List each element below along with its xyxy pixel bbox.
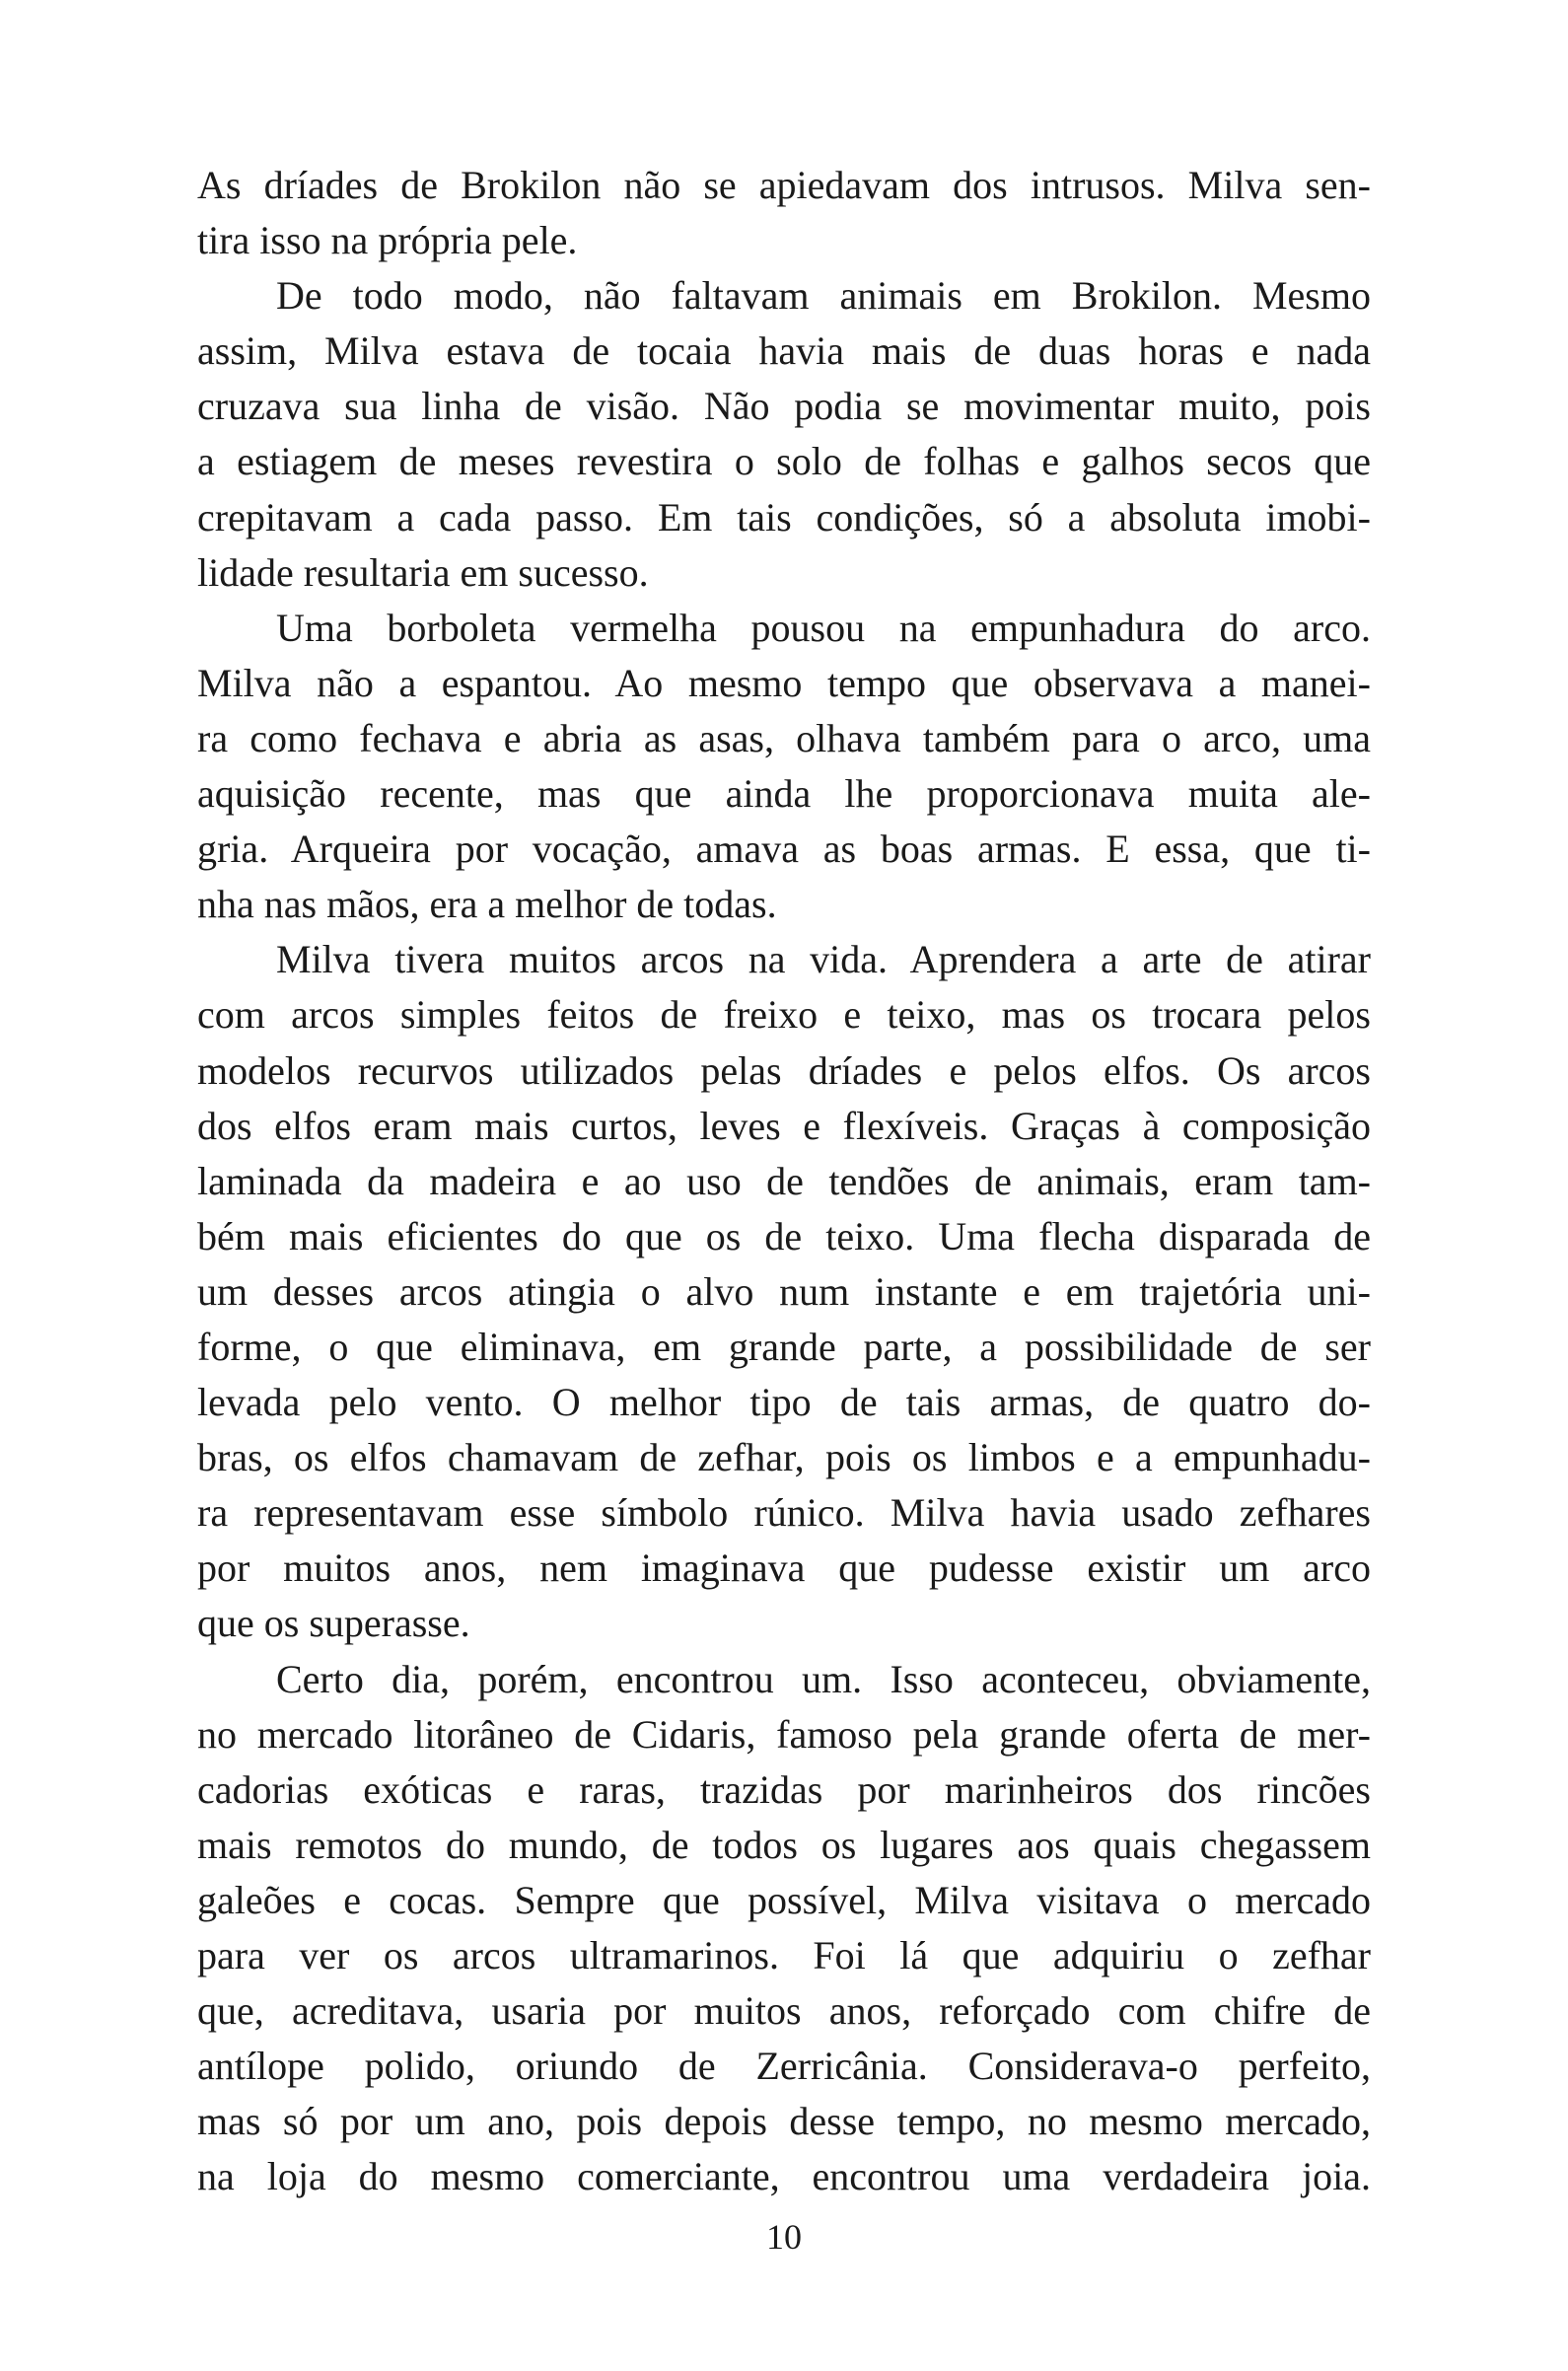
text-line: bém mais eficientes do que os de teixo. Uma flecha disparada de: [197, 1213, 1371, 1258]
text-line: Milva não a espantou. Ao mesmo tempo que observava a manei-: [197, 660, 1371, 705]
text-line: um desses arcos atingia o alvo num instante e em trajetória uni-: [197, 1268, 1371, 1314]
text-line: forme, o que eliminava, em grande parte, a possibilidade de ser: [197, 1324, 1371, 1369]
text-line: a estiagem de meses revestira o solo de folhas e galhos secos que: [197, 439, 1371, 484]
text-line: galeões e cocas. Sempre que possível, Milva visitava o mercado: [197, 1877, 1371, 1922]
text-line: modelos recurvos utilizados pelas dríades e pelos elfos. Os arcos: [197, 1047, 1371, 1093]
text-line: crepitavam a cada passo. Em tais condições, só a absoluta imobi-: [197, 494, 1371, 539]
text-line: De todo modo, não faltavam animais em Brokilon. Mesmo: [276, 273, 1371, 319]
text-line: gria. Arqueira por vocação, amava as boas armas. E essa, que ti-: [197, 826, 1371, 872]
text-line: mas só por um ano, pois depois desse tempo, no mesmo mercado,: [197, 2099, 1371, 2144]
text-line: ra como fechava e abria as asas, olhava também para o arco, uma: [197, 715, 1371, 760]
text-line: Uma borboleta vermelha pousou na empunhadura do arco.: [276, 605, 1371, 650]
text-line: lidade resultaria em sucesso.: [197, 549, 649, 595]
text-line: mais remotos do mundo, de todos os lugares aos quais chegassem: [197, 1822, 1371, 1867]
text-line: que, acreditava, usaria por muitos anos, reforçado com chifre de: [197, 1988, 1371, 2034]
page-number: 10: [766, 2217, 802, 2257]
text-line: cadorias exóticas e raras, trazidas por marinheiros dos rincões: [197, 1766, 1371, 1812]
text-line: levada pelo vento. O melhor tipo de tais armas, de quatro do-: [197, 1380, 1371, 1425]
text-line: Milva tivera muitos arcos na vida. Aprendera a arte de atirar: [276, 937, 1371, 982]
text-line: Certo dia, porém, encontrou um. Isso aconteceu, obviamente,: [276, 1656, 1371, 1701]
text-line: para ver os arcos ultramarinos. Foi lá que adquiriu o zefhar: [197, 1933, 1371, 1977]
text-line: nha nas mãos, era a melhor de todas.: [197, 882, 777, 927]
body-text: [197, 158, 1371, 2204]
text-line: no mercado litorâneo de Cidaris, famoso pela grande oferta de mer-: [197, 1711, 1371, 1757]
text-line: que os superasse.: [197, 1601, 470, 1646]
text-line: As dríades de Brokilon não se apiedavam dos intrusos. Milva sen-: [197, 163, 1371, 207]
text-line: dos elfos eram mais curtos, leves e flexíveis. Graças à composição: [197, 1103, 1371, 1148]
text-line: laminada da madeira e ao uso de tendões de animais, eram tam-: [197, 1158, 1371, 1203]
text-line: tira isso na própria pele.: [197, 218, 578, 263]
text-line: com arcos simples feitos de freixo e teixo, mas os trocara pelos: [197, 992, 1371, 1038]
text-line: por muitos anos, nem imaginava que pudesse existir um arco: [197, 1545, 1371, 1591]
text-line: assim, Milva estava de tocaia havia mais de duas horas e nada: [197, 328, 1371, 374]
text-line: cruzava sua linha de visão. Não podia se movimentar muito, pois: [197, 384, 1371, 429]
text-line: na loja do mesmo comerciante, encontrou uma verdadeira joia.: [197, 2154, 1371, 2199]
text-line: antílope polido, oriundo de Zerricânia. Considerava-o perfeito,: [197, 2044, 1371, 2089]
text-line: ra representavam esse símbolo rúnico. Milva havia usado zefhares: [197, 1490, 1371, 1536]
text-line: bras, os elfos chamavam de zefhar, pois os limbos e a empunhadu-: [197, 1435, 1371, 1480]
text-line: aquisição recente, mas que ainda lhe proporcionava muita ale-: [197, 771, 1371, 817]
